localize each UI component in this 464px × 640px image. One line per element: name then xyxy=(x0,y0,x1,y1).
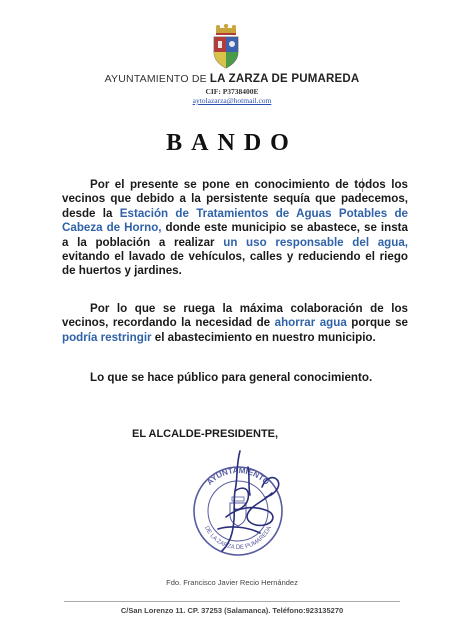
p1-text-1: Por el presente se pone en conocimiento de todos los vecinos que debido a la persistente sequía que padecemos, desde la xyxy=(62,178,408,220)
paragraph-1 xyxy=(62,178,408,279)
p2-text-3: el abastecimiento en nuestro municipio. xyxy=(151,330,376,344)
coat-of-arms-icon xyxy=(208,24,244,70)
p1-highlight-1: Estación de Tratamientos de Aguas Potables de Cabeza de Horno, xyxy=(62,206,408,235)
seal-text-top: AYUNTAMIENTO xyxy=(205,465,271,487)
org-name: LA ZARZA DE PUMAREDA xyxy=(209,73,360,85)
p1-text-2: donde este municipio se abastece, se insta a la población a realizar xyxy=(62,221,408,249)
signed-by: Fdo. Francisco Javier Recio Hernández xyxy=(166,578,298,587)
municipality-header xyxy=(0,73,464,85)
paragraph-2 xyxy=(62,302,408,345)
signer-title: EL ALCALDE-PRESIDENTE, xyxy=(132,428,279,440)
cif-number: CIF: P3738400E xyxy=(205,87,259,96)
p2-text-1: Por lo que se ruega la máxima colaboración de los vecinos, recordando la necesidad de xyxy=(62,302,408,330)
footer-divider xyxy=(64,601,400,602)
footer-address: C/San Lorenzo 11. CP. 37253 (Salamanca). Teléfono:923135270 xyxy=(120,606,344,615)
p1-text-3: evitando el lavado de vehículos, calles y reduciendo el riego de huertos y jardines. xyxy=(62,250,408,278)
p2-highlight-1: ahorrar agua xyxy=(274,316,347,330)
p1-highlight-2: un uso responsable del agua, xyxy=(223,235,408,249)
p2-text-2: porque se xyxy=(346,316,408,330)
p2-highlight-2: podría restringir xyxy=(62,330,152,344)
official-seal-with-signature xyxy=(178,447,298,567)
document-title: BANDO xyxy=(166,130,298,156)
seal-text-bottom: DE LA ZARZA DE PUMAREDA xyxy=(203,525,273,552)
p3-text-1: Lo que se hace público para general conocimiento. xyxy=(90,371,373,384)
contact-email: aytolazarza@hotmail.com xyxy=(192,96,272,105)
paragraph-3 xyxy=(62,371,408,385)
handwritten-signature xyxy=(218,451,279,551)
org-prefix: AYUNTAMIENTO DE xyxy=(104,73,210,85)
